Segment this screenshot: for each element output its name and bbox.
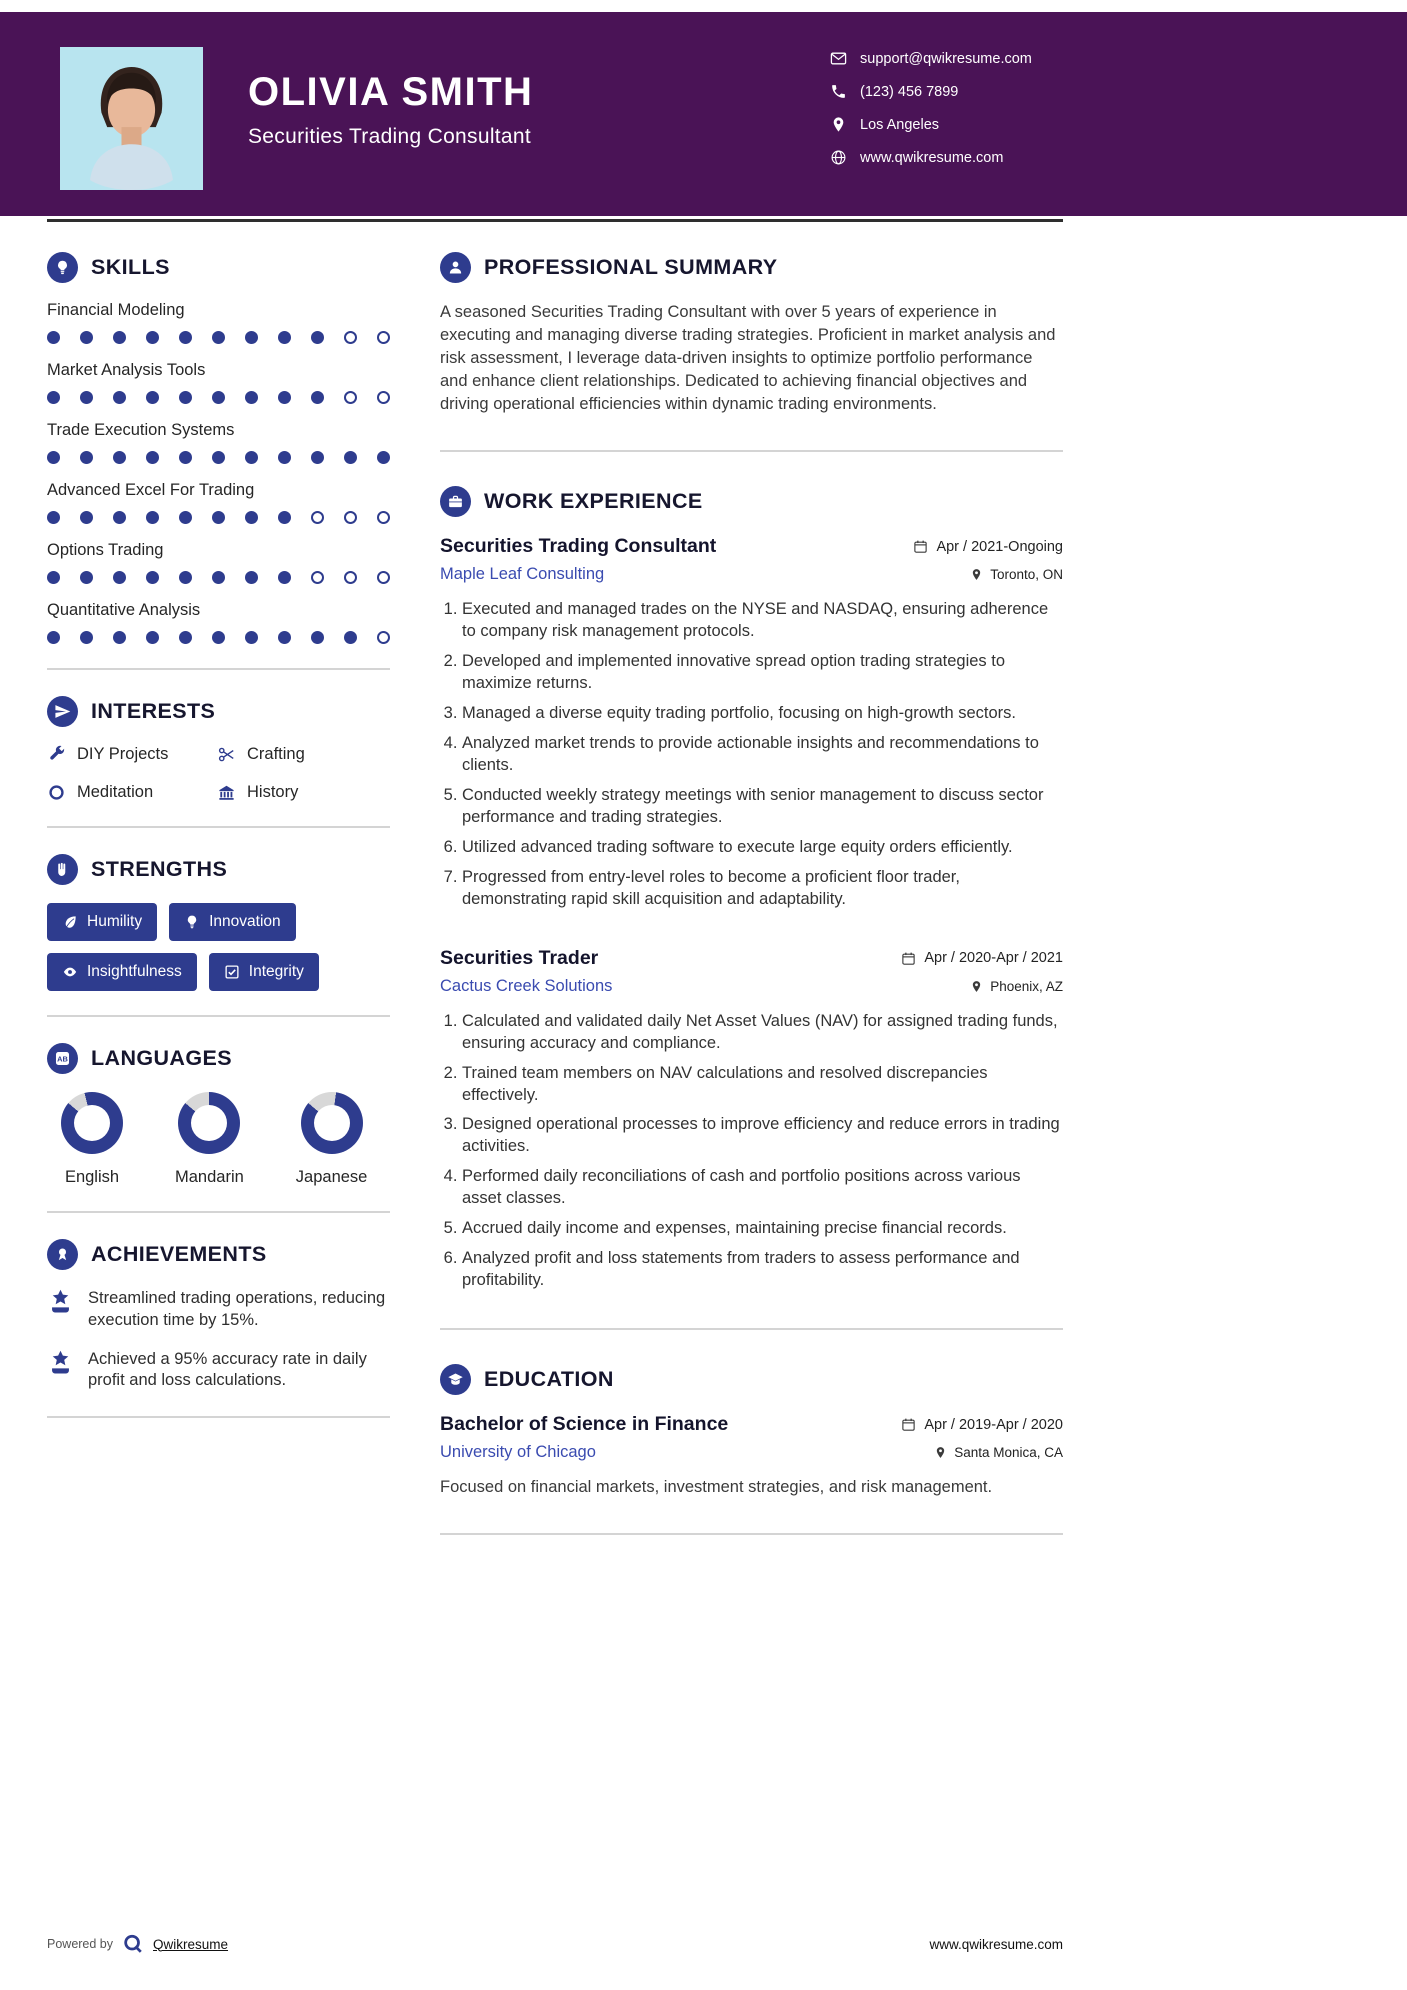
skill-item <box>47 541 390 584</box>
bullet-item: 1. Executed and managed trades on the NYSE and NASDAQ, ensuring adherence to company risk management protocols. <box>462 599 1063 643</box>
languages-list <box>47 1092 390 1187</box>
skill-item <box>47 601 390 644</box>
summary-section <box>440 252 1063 416</box>
strength-badge <box>169 903 296 941</box>
contact-phone <box>830 75 1032 108</box>
interests-heading: INTERESTS <box>91 699 216 723</box>
education-section <box>440 1364 1063 1499</box>
strength-label: Integrity <box>248 963 304 980</box>
skill-label: Trade Execution Systems <box>47 421 235 439</box>
main-content <box>440 252 1063 1569</box>
candidate-name: OLIVIA SMITH <box>248 70 534 114</box>
job-date-text: Apr / 2020-Apr / 2021 <box>924 950 1063 967</box>
education-date <box>901 1417 1063 1433</box>
section-divider <box>440 450 1063 452</box>
education-heading-row <box>440 1364 1063 1395</box>
strengths-heading: STRENGTHS <box>91 857 228 881</box>
skill-level-dot <box>179 331 192 344</box>
map-pin-icon <box>970 980 983 993</box>
leaf-icon <box>62 914 78 930</box>
skill-level-dot <box>377 391 390 404</box>
header-banner <box>0 12 1407 216</box>
skill-level-dot <box>278 451 291 464</box>
skill-level-dot <box>377 451 390 464</box>
skill-level-dot <box>212 451 225 464</box>
briefcase-icon <box>440 486 471 517</box>
skill-level-dot <box>80 391 93 404</box>
email-icon <box>830 50 847 67</box>
achievement-text: Streamlined trading operations, reducing execution time by 15%. <box>88 1289 386 1329</box>
skill-level-dot <box>377 331 390 344</box>
experience-heading: WORK EXPERIENCE <box>484 489 703 514</box>
avatar <box>60 47 203 190</box>
powered-by-label: Powered by <box>47 1937 114 1951</box>
skills-heading: SKILLS <box>91 255 170 279</box>
interest-label: DIY Projects <box>77 745 169 763</box>
bullet-item: 2. Developed and implemented innovative spread option trading strategies to maximize returns. <box>462 651 1063 695</box>
language-item <box>175 1092 244 1187</box>
skill-level-dot <box>278 631 291 644</box>
degree-title: Bachelor of Science in Finance <box>440 1413 729 1436</box>
bullet-item: 4. Analyzed market trends to provide actionable insights and recommendations to clients. <box>462 733 1063 777</box>
skill-level-dot <box>344 571 357 584</box>
skill-level-dot <box>47 451 60 464</box>
experience-section <box>440 486 1063 1292</box>
skill-item <box>47 421 390 464</box>
footer-branding <box>47 1933 228 1955</box>
skill-level-dot <box>179 511 192 524</box>
calendar-icon <box>901 951 916 966</box>
contact-email-text: support@qwikresume.com <box>860 50 1032 67</box>
languages-heading: LANGUAGES <box>91 1046 232 1070</box>
location-icon <box>830 116 847 133</box>
skill-level-dot <box>179 451 192 464</box>
map-pin-icon <box>970 568 983 581</box>
bullet-item: 4. Performed daily reconciliations of cash and portfolio positions across various asset classes. <box>462 1166 1063 1210</box>
footer-website: www.qwikresume.com <box>929 1936 1063 1952</box>
skill-level-dot <box>311 631 324 644</box>
achievement-text: Achieved a 95% accuracy rate in daily profit and loss calculations. <box>88 1349 367 1390</box>
skill-label: Quantitative Analysis <box>47 601 201 619</box>
skill-level-dot <box>344 511 357 524</box>
skill-level-dot <box>179 631 192 644</box>
skill-level-dot <box>113 391 126 404</box>
skill-level-meter <box>47 451 390 464</box>
bullet-item: 5. Conducted weekly strategy meetings with senior management to discuss sector performance and trading strategies. <box>462 785 1063 829</box>
candidate-title: Securities Trading Consultant <box>248 125 532 148</box>
summary-text: A seasoned Securities Trading Consultant with over 5 years of experience in executing and managing diverse trading strategies. Proficient in market analysis and risk assessment, I leverage data-driven insights to optimize portfolio performance and enhance client relationships. Dedicated to achieving financial objectives and driving operational efficiencies within dynamic trading environments. <box>440 303 1056 414</box>
skill-level-dot <box>311 391 324 404</box>
calendar-icon <box>913 539 928 554</box>
left-sidebar <box>47 252 390 1444</box>
skill-level-dot <box>47 511 60 524</box>
skill-level-dot <box>47 331 60 344</box>
job-date <box>913 539 1063 555</box>
skill-level-dot <box>212 631 225 644</box>
qwikresume-logo-icon <box>122 1933 144 1955</box>
interest-label: Meditation <box>77 783 154 801</box>
skill-level-dot <box>80 451 93 464</box>
scissors-icon <box>217 745 236 764</box>
skill-level-dot <box>80 511 93 524</box>
skill-level-dot <box>212 331 225 344</box>
skill-level-dot <box>179 391 192 404</box>
skill-label: Options Trading <box>47 541 164 559</box>
bullet-item: 3. Designed operational processes to improve efficiency and reduce errors in trading activities. <box>462 1114 1063 1158</box>
contact-list <box>830 42 1032 174</box>
achievements-section <box>47 1239 390 1392</box>
job-location <box>970 979 1063 994</box>
skill-level-dot <box>113 571 126 584</box>
job-header <box>440 535 1063 558</box>
job-location <box>970 567 1063 582</box>
skill-level-dot <box>80 631 93 644</box>
wrench-icon <box>47 745 66 764</box>
skill-item <box>47 481 390 524</box>
skill-level-dot <box>278 331 291 344</box>
education-header <box>440 1413 1063 1436</box>
svg-text:AB: AB <box>57 1054 68 1064</box>
achievements-heading-row <box>47 1239 390 1270</box>
skill-level-dot <box>377 571 390 584</box>
interests-heading-row <box>47 696 390 727</box>
hand-icon <box>47 854 78 885</box>
job-location-text: Phoenix, AZ <box>990 978 1063 994</box>
interest-item <box>47 745 217 764</box>
interests-section <box>47 696 390 802</box>
skill-level-dot <box>80 571 93 584</box>
interest-item <box>217 783 390 802</box>
map-pin-icon <box>934 1446 947 1459</box>
strengths-pills <box>47 903 390 991</box>
strength-badge <box>47 953 197 991</box>
header-divider <box>47 219 1063 222</box>
strength-badge <box>209 953 319 991</box>
skill-level-dot <box>179 571 192 584</box>
skill-level-dot <box>146 331 159 344</box>
footer <box>47 1933 1063 1955</box>
skill-level-dot <box>113 451 126 464</box>
languages-heading-row <box>47 1043 390 1074</box>
star-award-icon <box>47 1288 74 1332</box>
contact-website-text: www.qwikresume.com <box>860 149 1004 166</box>
strength-label: Innovation <box>209 913 281 930</box>
interest-item <box>47 783 217 802</box>
contact-location-text: Los Angeles <box>860 116 940 133</box>
skill-label: Market Analysis Tools <box>47 361 206 379</box>
job-bullet-list <box>440 1011 1063 1292</box>
strengths-heading-row <box>47 854 390 885</box>
skill-level-dot <box>212 571 225 584</box>
skill-level-dot <box>245 391 258 404</box>
skill-level-meter <box>47 391 390 404</box>
experience-heading-row <box>440 486 1063 517</box>
bullet-item: 1. Calculated and validated daily Net Asset Values (NAV) for assigned trading funds, ensuring accuracy and compliance. <box>462 1011 1063 1055</box>
skills-heading-row <box>47 252 390 283</box>
skill-level-dot <box>245 631 258 644</box>
skill-level-dot <box>311 331 324 344</box>
language-item <box>296 1092 368 1187</box>
skill-level-dot <box>146 571 159 584</box>
medal-icon <box>47 1239 78 1270</box>
language-item <box>61 1092 123 1187</box>
section-divider <box>440 1533 1063 1535</box>
strengths-section <box>47 854 390 991</box>
language-donut-chart <box>61 1092 123 1154</box>
skill-level-dot <box>47 391 60 404</box>
job-subheader <box>440 565 1063 584</box>
skill-level-dot <box>80 331 93 344</box>
job-entry <box>440 947 1063 1292</box>
section-divider <box>440 1328 1063 1330</box>
person-icon <box>440 252 471 283</box>
section-divider <box>47 1416 390 1418</box>
job-location-text: Toronto, ON <box>990 567 1063 583</box>
calendar-icon <box>901 1417 916 1432</box>
skill-level-dot <box>344 451 357 464</box>
skill-level-dot <box>146 451 159 464</box>
graduation-cap-icon <box>440 1364 471 1395</box>
language-label: Mandarin <box>175 1168 244 1186</box>
skill-level-dot <box>113 631 126 644</box>
skill-level-meter <box>47 631 390 644</box>
skill-level-dot <box>245 451 258 464</box>
achievement-item <box>47 1349 390 1393</box>
profile-photo <box>60 47 203 190</box>
paper-plane-icon <box>47 696 78 727</box>
identity-block <box>248 70 533 149</box>
skill-level-dot <box>344 331 357 344</box>
language-label: English <box>64 1168 120 1186</box>
job-subheader <box>440 977 1063 996</box>
job-date <box>901 950 1063 966</box>
skill-level-dot <box>113 331 126 344</box>
museum-icon <box>217 783 236 802</box>
contact-email <box>830 42 1032 75</box>
job-entry <box>440 535 1063 910</box>
skill-level-dot <box>278 511 291 524</box>
skill-level-dot <box>377 631 390 644</box>
globe-icon <box>830 149 847 166</box>
skill-level-dot <box>146 391 159 404</box>
strength-label: Humility <box>87 913 143 930</box>
contact-location <box>830 108 1032 141</box>
skill-level-dot <box>344 631 357 644</box>
section-divider <box>47 1015 390 1017</box>
bullet-item: 7. Progressed from entry-level roles to become a proficient floor trader, demonstrating rapid skill acquisition and adaptability. <box>462 867 1063 911</box>
star-award-icon <box>47 1349 74 1393</box>
lightbulb-icon <box>184 914 200 930</box>
skill-level-dot <box>212 511 225 524</box>
skill-level-dot <box>47 631 60 644</box>
skill-level-dot <box>344 391 357 404</box>
job-date-text: Apr / 2021-Ongoing <box>936 538 1063 555</box>
summary-heading: PROFESSIONAL SUMMARY <box>484 255 778 279</box>
bullet-item: 2. Trained team members on NAV calculations and resolved discrepancies effectively. <box>462 1063 1063 1107</box>
contact-phone-text: (123) 456 7899 <box>860 83 959 100</box>
interest-item <box>217 745 390 764</box>
checkbox-icon <box>224 964 240 980</box>
bullet-item: 5. Accrued daily income and expenses, maintaining precise financial records. <box>462 1218 1063 1240</box>
skill-level-dot <box>245 331 258 344</box>
job-title: Securities Trader <box>440 946 599 969</box>
section-divider <box>47 826 390 828</box>
bullet-item: 3. Managed a diverse equity trading portfolio, focusing on high-growth sectors. <box>462 703 1063 725</box>
company-name: Cactus Creek Solutions <box>440 976 613 995</box>
contact-website <box>830 141 1032 174</box>
skill-item <box>47 301 390 344</box>
achievements-heading: ACHIEVEMENTS <box>91 1242 267 1266</box>
skill-level-dot <box>278 391 291 404</box>
skill-level-dot <box>146 631 159 644</box>
education-date-text: Apr / 2019-Apr / 2020 <box>924 1416 1063 1433</box>
job-header <box>440 947 1063 970</box>
phone-icon <box>830 83 847 100</box>
skill-level-dot <box>311 511 324 524</box>
languages-section <box>47 1043 390 1187</box>
skill-level-dot <box>113 511 126 524</box>
education-subheader <box>440 1443 1063 1462</box>
education-description: Focused on financial markets, investment strategies, and risk management. <box>440 1478 993 1497</box>
skill-level-meter <box>47 511 390 524</box>
skill-level-dot <box>278 571 291 584</box>
skill-level-dot <box>311 451 324 464</box>
skill-item <box>47 361 390 404</box>
education-location-text: Santa Monica, CA <box>954 1445 1063 1461</box>
skill-level-dot <box>245 571 258 584</box>
skills-section <box>47 252 390 644</box>
skill-label: Financial Modeling <box>47 301 185 319</box>
strength-label: Insightfulness <box>87 963 182 980</box>
skill-level-dot <box>47 571 60 584</box>
language-donut-chart <box>301 1092 363 1154</box>
education-heading: EDUCATION <box>484 1367 614 1392</box>
education-location <box>934 1445 1063 1460</box>
skill-level-meter <box>47 331 390 344</box>
language-donut-chart <box>178 1092 240 1154</box>
company-name: Maple Leaf Consulting <box>440 565 605 584</box>
interest-label: Crafting <box>247 745 305 763</box>
skill-level-dot <box>311 571 324 584</box>
section-divider <box>47 668 390 670</box>
skill-level-dot <box>212 391 225 404</box>
summary-heading-row <box>440 252 1063 283</box>
qwikresume-link[interactable]: Qwikresume <box>153 1936 229 1952</box>
job-title: Securities Trading Consultant <box>440 535 717 558</box>
achievement-item <box>47 1288 390 1332</box>
skill-level-dot <box>146 511 159 524</box>
circle-icon <box>47 783 66 802</box>
language-label: Japanese <box>295 1168 368 1186</box>
interests-grid <box>47 745 390 802</box>
section-divider <box>47 1211 390 1213</box>
eye-icon <box>62 964 78 980</box>
job-bullet-list <box>440 599 1063 910</box>
translate-icon <box>47 1043 78 1074</box>
lightbulb-icon <box>47 252 78 283</box>
strength-badge <box>47 903 157 941</box>
school-name: University of Chicago <box>440 1443 596 1462</box>
skill-label: Advanced Excel For Trading <box>47 481 255 499</box>
skill-level-meter <box>47 571 390 584</box>
bullet-item: 6. Utilized advanced trading software to execute large equity orders efficiently. <box>462 837 1063 859</box>
skill-level-dot <box>245 511 258 524</box>
interest-label: History <box>247 783 299 801</box>
skill-level-dot <box>377 511 390 524</box>
bullet-item: 6. Analyzed profit and loss statements from traders to assess performance and profitability. <box>462 1248 1063 1292</box>
